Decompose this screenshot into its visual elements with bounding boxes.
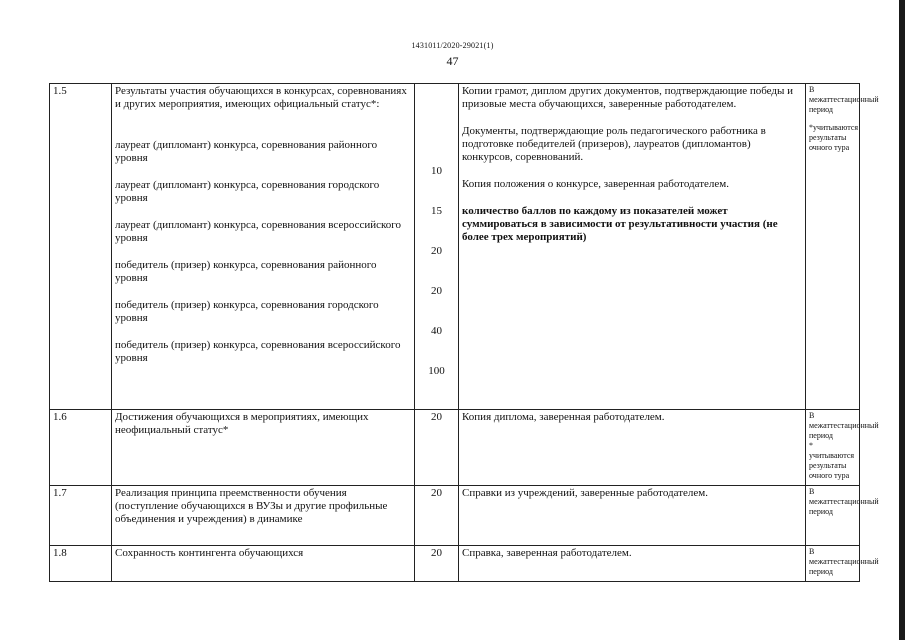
subitem-points: 100 bbox=[428, 365, 445, 377]
subitem-points: 20 bbox=[431, 285, 442, 297]
document-text: Копии грамот, диплом других документов, подтверждающие победы и призовые места обучающихся, заверенные работодателем. bbox=[462, 85, 794, 110]
period-text: В межаттестационный период bbox=[809, 85, 879, 114]
period-cell bbox=[806, 546, 879, 582]
subitem-text: лауреат (дипломант) конкурса, соревнования районного уровня bbox=[115, 139, 378, 164]
row-number: 1.8 bbox=[50, 546, 112, 582]
row-number: 1.6 bbox=[50, 410, 112, 486]
indicator-cell: Сохранность контингента обучающихся bbox=[112, 546, 415, 582]
subitem-points: 15 bbox=[431, 205, 442, 217]
scan-edge-bar bbox=[899, 0, 905, 640]
period-cell bbox=[806, 410, 879, 486]
document-id: 1431011/2020-29021(1) bbox=[411, 41, 494, 50]
period-text: В межаттестационный период bbox=[809, 411, 879, 440]
indicator-intro: Результаты участия обучающихся в конкурсах, соревнованиях и других мероприятия, имеющих официальный статус*: bbox=[115, 85, 407, 110]
documents-cell bbox=[459, 84, 806, 410]
documents-cell: Копия диплома, заверенная работодателем. bbox=[459, 410, 806, 486]
indicator-cell bbox=[112, 84, 415, 410]
subitem-text: победитель (призер) конкурса, соревнования городского уровня bbox=[115, 299, 379, 324]
table-row bbox=[50, 546, 860, 582]
table-row bbox=[50, 410, 860, 486]
period-cell bbox=[806, 84, 879, 410]
documents-cell: Справки из учреждений, заверенные работодателем. bbox=[459, 486, 806, 546]
document-text: Копия положения о конкурсе, заверенная работодателем. bbox=[462, 178, 729, 190]
subitem-text: лауреат (дипломант) конкурса, соревнования всероссийского уровня bbox=[115, 219, 402, 244]
period-note: *учитываются результаты очного тура bbox=[809, 123, 859, 152]
indicator-cell: Достижения обучающихся в мероприятиях, имеющих неофициальный статус* bbox=[112, 410, 415, 486]
period-text: В межаттестационный период bbox=[809, 547, 879, 576]
table-row bbox=[50, 486, 860, 546]
row-number: 1.5 bbox=[50, 84, 112, 410]
points-cell: 20 bbox=[415, 410, 459, 486]
row-number: 1.7 bbox=[50, 486, 112, 546]
subitem-text: победитель (призер) конкурса, соревнования районного уровня bbox=[115, 259, 377, 284]
table-row bbox=[50, 84, 860, 410]
subitem-points: 40 bbox=[431, 325, 442, 337]
subitem-points: 10 bbox=[431, 165, 442, 177]
document-bold-note: количество баллов по каждому из показателей может суммироваться в зависимости от результативности участия (не более трех мероприятий) bbox=[462, 205, 778, 243]
subitem-text: лауреат (дипломант) конкурса, соревнования городского уровня bbox=[115, 179, 380, 204]
documents-cell: Справка, заверенная работодателем. bbox=[459, 546, 806, 582]
period-note: * учитываются результаты очного тура bbox=[809, 441, 855, 480]
points-cell: 20 bbox=[415, 546, 459, 582]
points-cell: 20 bbox=[415, 486, 459, 546]
criteria-table bbox=[49, 83, 879, 582]
page-number: 47 bbox=[446, 54, 459, 68]
subitem-text: победитель (призер) конкурса, соревнования всероссийского уровня bbox=[115, 339, 401, 364]
indicator-cell: Реализация принципа преемственности обучения (поступление обучающихся в ВУЗы и другие профильные объединения и учреждения) в динамике bbox=[112, 486, 415, 546]
document-text: Документы, подтверждающие роль педагогического работника в подготовке победителей (призеров), лауреатов (дипломантов) конкурсов, соревнований. bbox=[462, 125, 766, 163]
subitem-points: 20 bbox=[431, 245, 442, 257]
period-text: В межаттестационный период bbox=[809, 487, 879, 516]
period-cell bbox=[806, 486, 879, 546]
points-cell bbox=[415, 84, 459, 410]
